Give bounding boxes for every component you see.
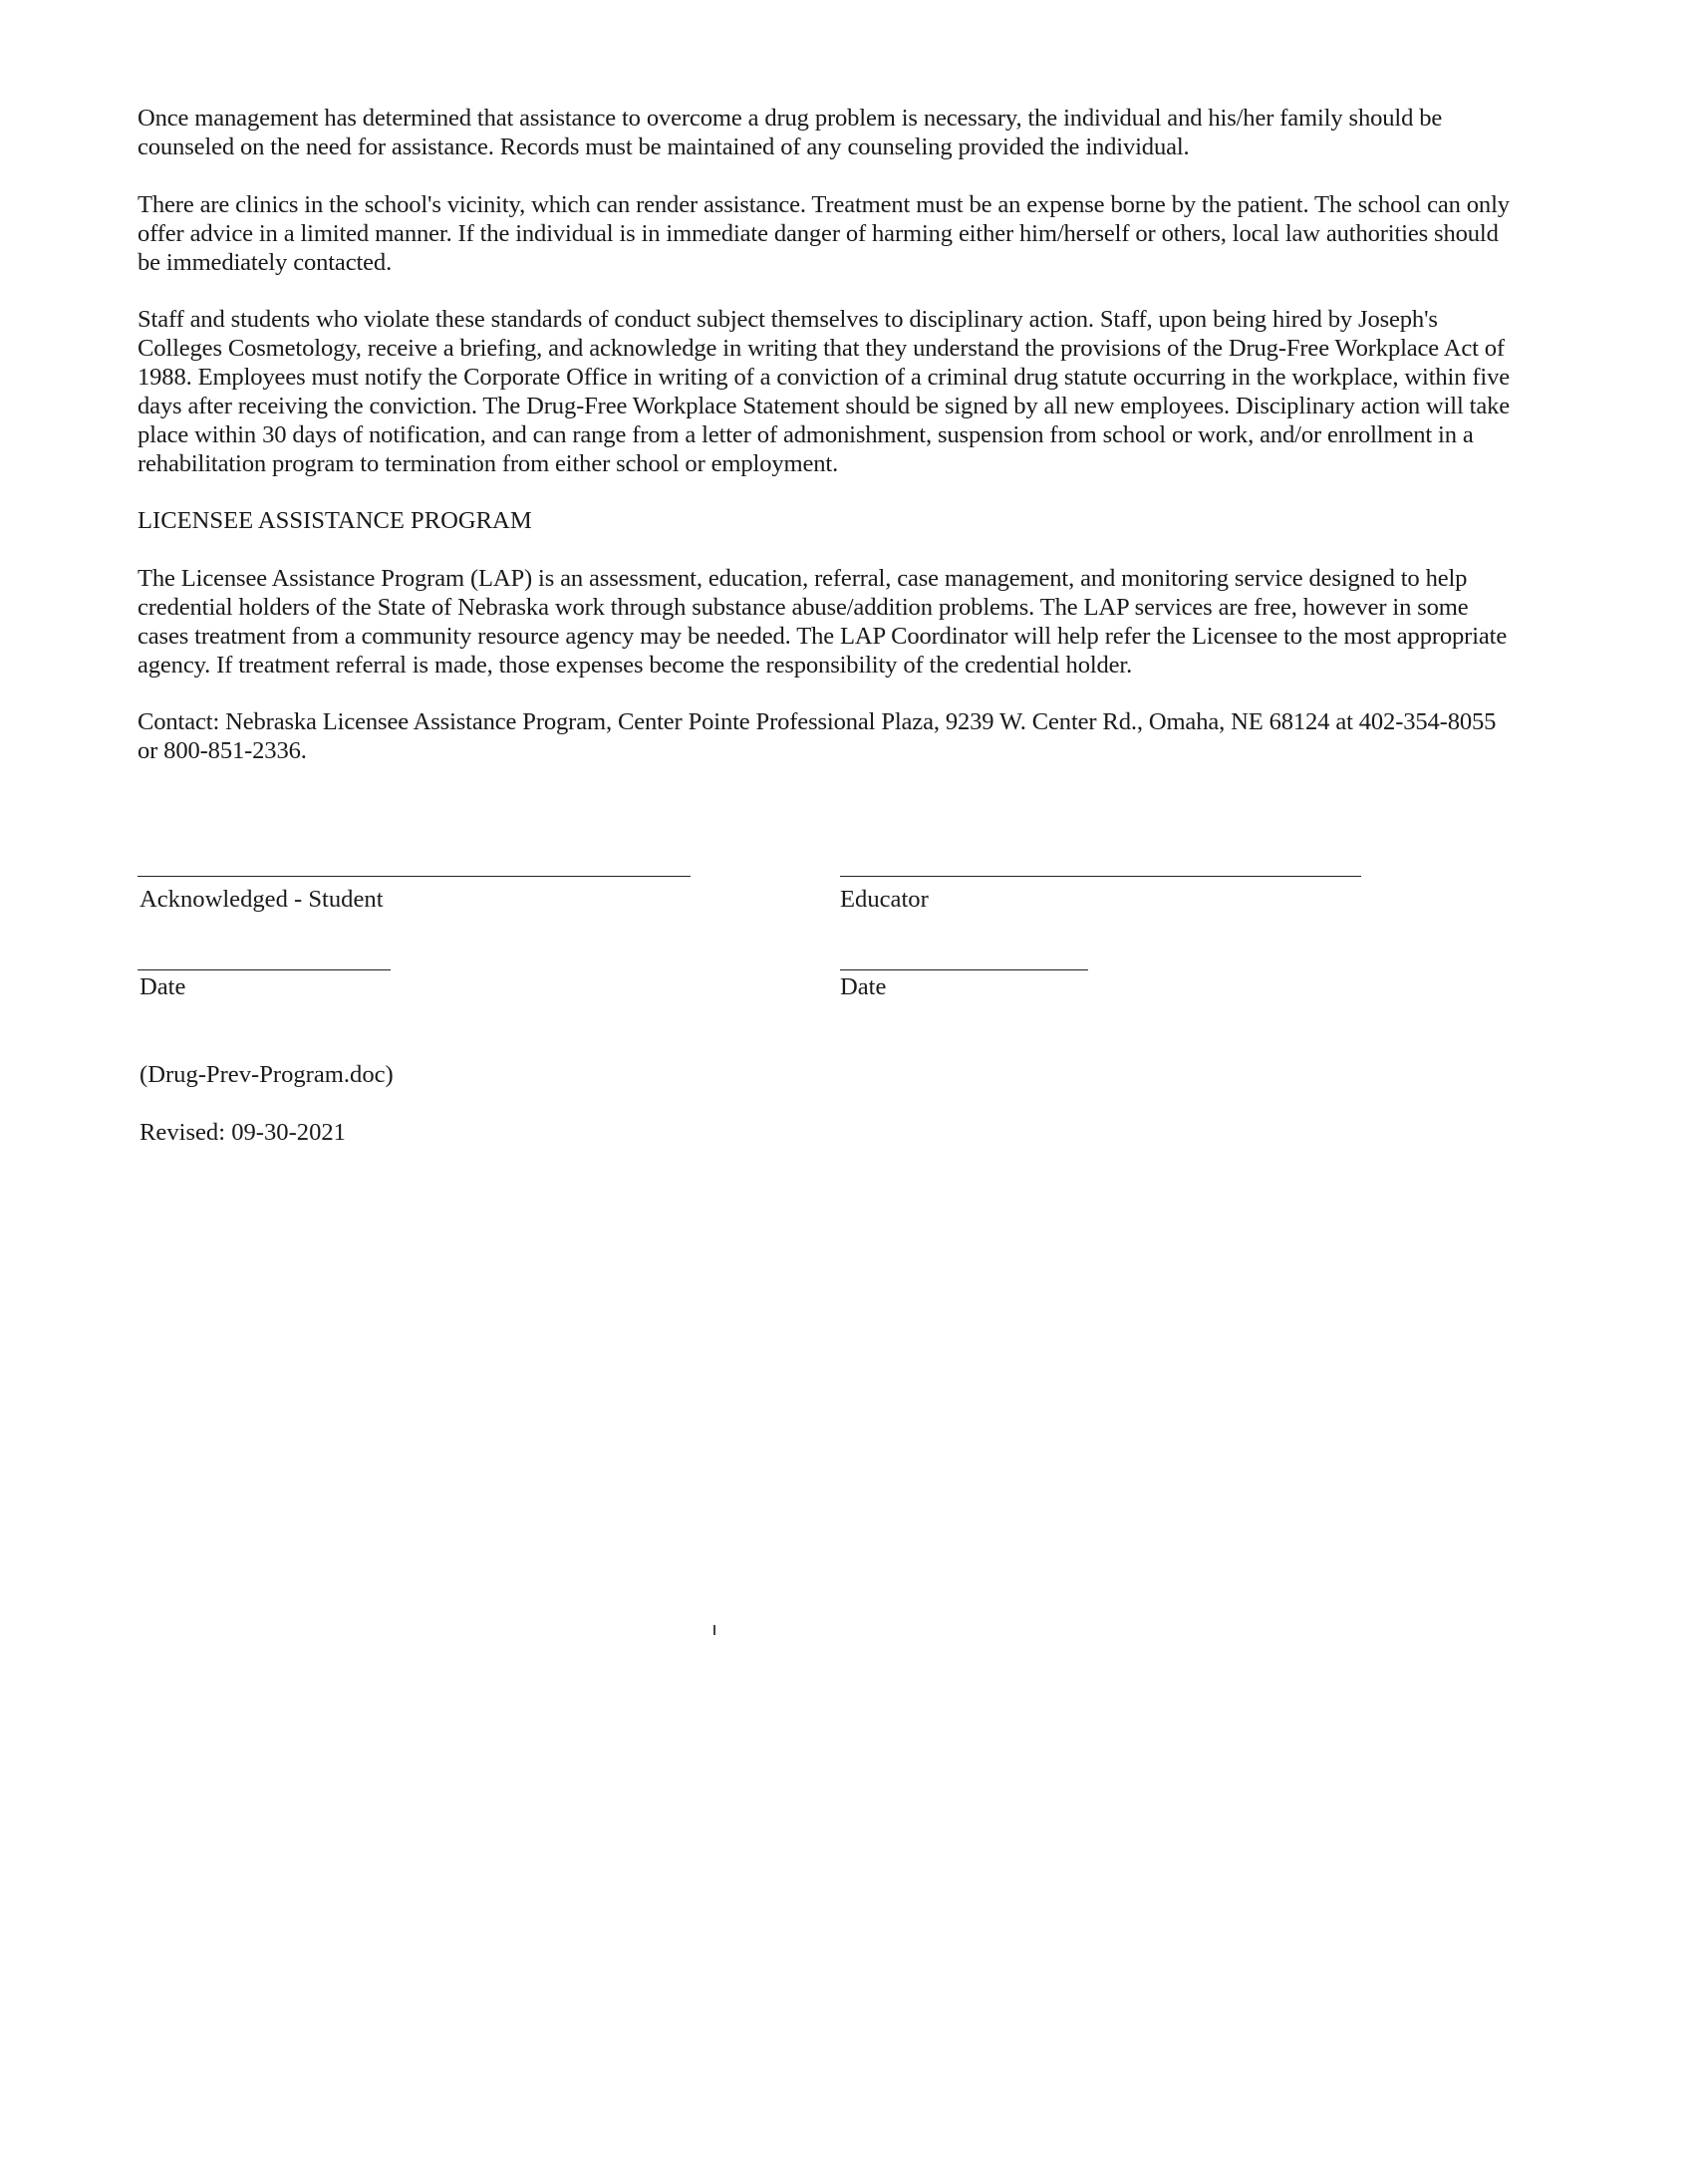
student-date-label: Date (140, 973, 186, 1000)
paragraph-standards-of-conduct: Staff and students who violate these standards of conduct subject themselves to disciplinary action. Staff, upon being hired by Joseph's Colleges Cosmetology, receive a briefing, and acknowledge in writing that they understand the provisions of the Drug-Free Workplace Act of 1988. Employees must notify the Corporate Office in writing of a conviction of a criminal drug statute occurring in the workplace, within five days after receiving the conviction. The Drug-Free Workplace Statement should be signed by all new employees. Disciplinary action will take place within 30 days of notification, and can range from a letter of admonishment, suspension from school or work, and/or enrollment in a rehabilitation program to termination from either school or employment. (138, 306, 1511, 477)
student-date-line[interactable] (138, 969, 391, 970)
paragraph-contact: Contact: Nebraska Licensee Assistance Program, Center Pointe Professional Plaza, 9239 W. Center Rd., Omaha, NE 68124 at 402-354-8055 or 800-851-2336. (138, 708, 1497, 764)
educator-date-line[interactable] (840, 969, 1088, 970)
document-file-name: (Drug-Prev-Program.doc) (140, 1061, 394, 1088)
revision-date: Revised: 09-30-2021 (140, 1119, 346, 1146)
educator-date-label: Date (840, 973, 887, 1000)
educator-signature-label: Educator (840, 886, 929, 913)
paragraph-management-counseling: Once management has determined that assistance to overcome a drug problem is necessary, the individual and his/her family should be counseled on the need for assistance. Records must be maintained of any counseling provided the individual. (138, 105, 1443, 160)
educator-signature-line[interactable] (840, 876, 1361, 877)
paragraph-lap-description: The Licensee Assistance Program (LAP) is an assessment, education, referral, case management, and monitoring service designed to help credential holders of the State of Nebraska work through substance abuse/addition problems. The LAP services are free, however in some cases treatment from a community resource agency may be needed. The LAP Coordinator will help refer the Licensee to the most appropriate agency. If treatment referral is made, those expenses become the responsibility of the credential holder. (138, 565, 1508, 679)
section-heading-lap: LICENSEE ASSISTANCE PROGRAM (138, 507, 532, 534)
paragraph-clinics-assistance: There are clinics in the school's vicinity, which can render assistance. Treatment must be an expense borne by the patient. The school can only offer advice in a limited manner. If the individual is in immediate danger of harming either him/herself or others, local law authorities should be immediately contacted. (138, 191, 1510, 276)
student-signature-label: Acknowledged - Student (140, 886, 384, 913)
scan-artifact-mark (713, 1625, 715, 1635)
student-signature-line[interactable] (138, 876, 691, 877)
